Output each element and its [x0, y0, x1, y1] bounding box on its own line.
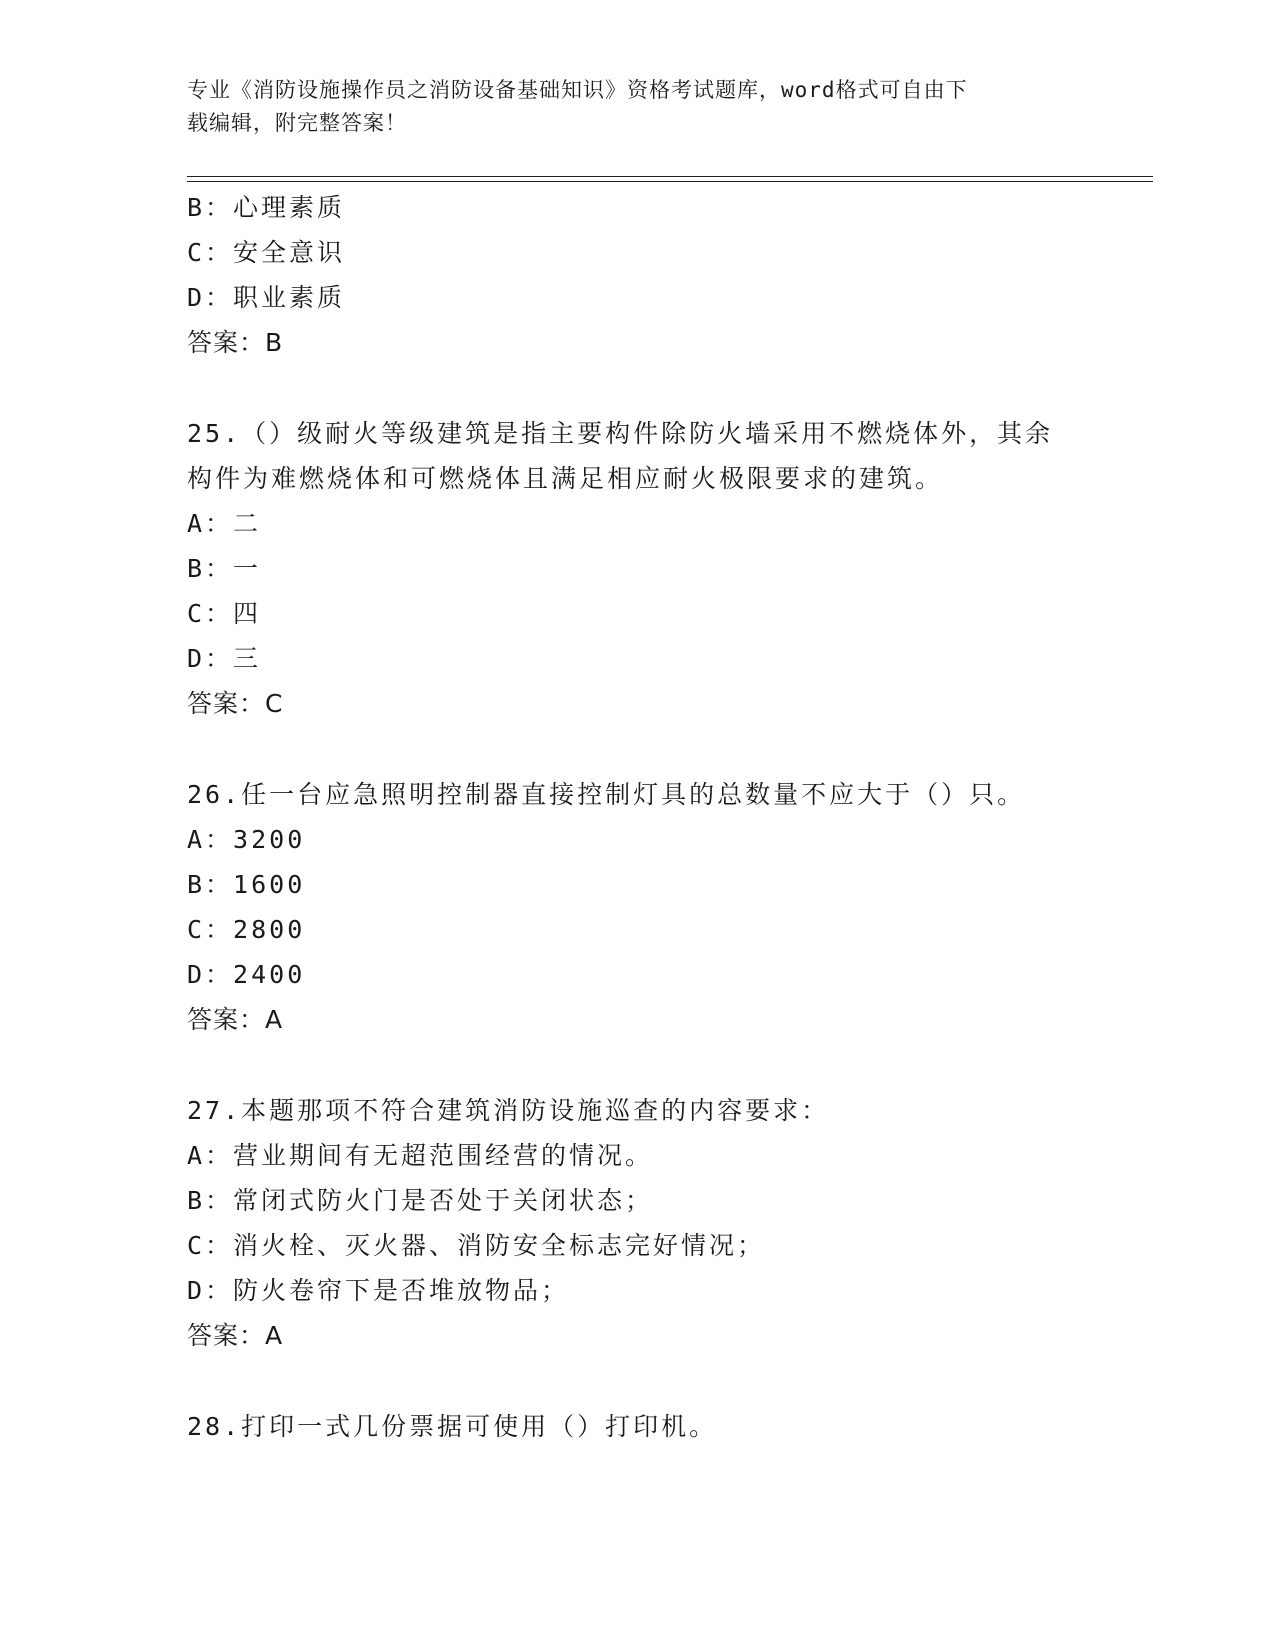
question-stem: 构件为难燃烧体和可燃烧体且满足相应耐火极限要求的建筑。: [187, 464, 944, 493]
header-line: 载编辑，附完整答案！: [187, 111, 407, 135]
option-line: B：心理素质: [187, 193, 346, 222]
option-line: C：2800: [187, 915, 306, 944]
header-divider: [187, 176, 1153, 177]
header-divider: [187, 181, 1153, 182]
answer-line: 答案：C: [187, 689, 284, 718]
question-stem: 26.任一台应急照明控制器直接控制灯具的总数量不应大于（）只。: [187, 780, 1026, 809]
question-stem: 27.本题那项不符合建筑消防设施巡查的内容要求：: [187, 1096, 830, 1125]
option-line: B：一: [187, 554, 262, 583]
option-line: D：三: [187, 644, 262, 673]
option-line: D：职业素质: [187, 283, 346, 312]
option-line: A：营业期间有无超范围经营的情况。: [187, 1141, 654, 1170]
option-line: D：防火卷帘下是否堆放物品；: [187, 1276, 570, 1305]
document-header: [187, 74, 1087, 140]
answer-line: 答案：A: [187, 1321, 284, 1350]
answer-line: 答案：B: [187, 328, 284, 357]
option-line: B：1600: [187, 870, 306, 899]
option-line: B：常闭式防火门是否处于关闭状态；: [187, 1186, 654, 1215]
option-line: C：四: [187, 599, 262, 628]
option-line: D：2400: [187, 960, 306, 989]
option-line: C：消火栓、灭火器、消防安全标志完好情况；: [187, 1231, 766, 1260]
option-line: C：安全意识: [187, 238, 346, 267]
question-stem: 28.打印一式几份票据可使用（）打印机。: [187, 1412, 718, 1441]
answer-line: 答案：A: [187, 1005, 284, 1034]
option-line: A：二: [187, 509, 262, 538]
header-line: 专业《消防设施操作员之消防设备基础知识》资格考试题库，word格式可自由下: [187, 78, 968, 102]
question-stem: 25.（）级耐火等级建筑是指主要构件除防火墙采用不燃烧体外，其余: [187, 419, 1054, 448]
option-line: A：3200: [187, 825, 306, 854]
